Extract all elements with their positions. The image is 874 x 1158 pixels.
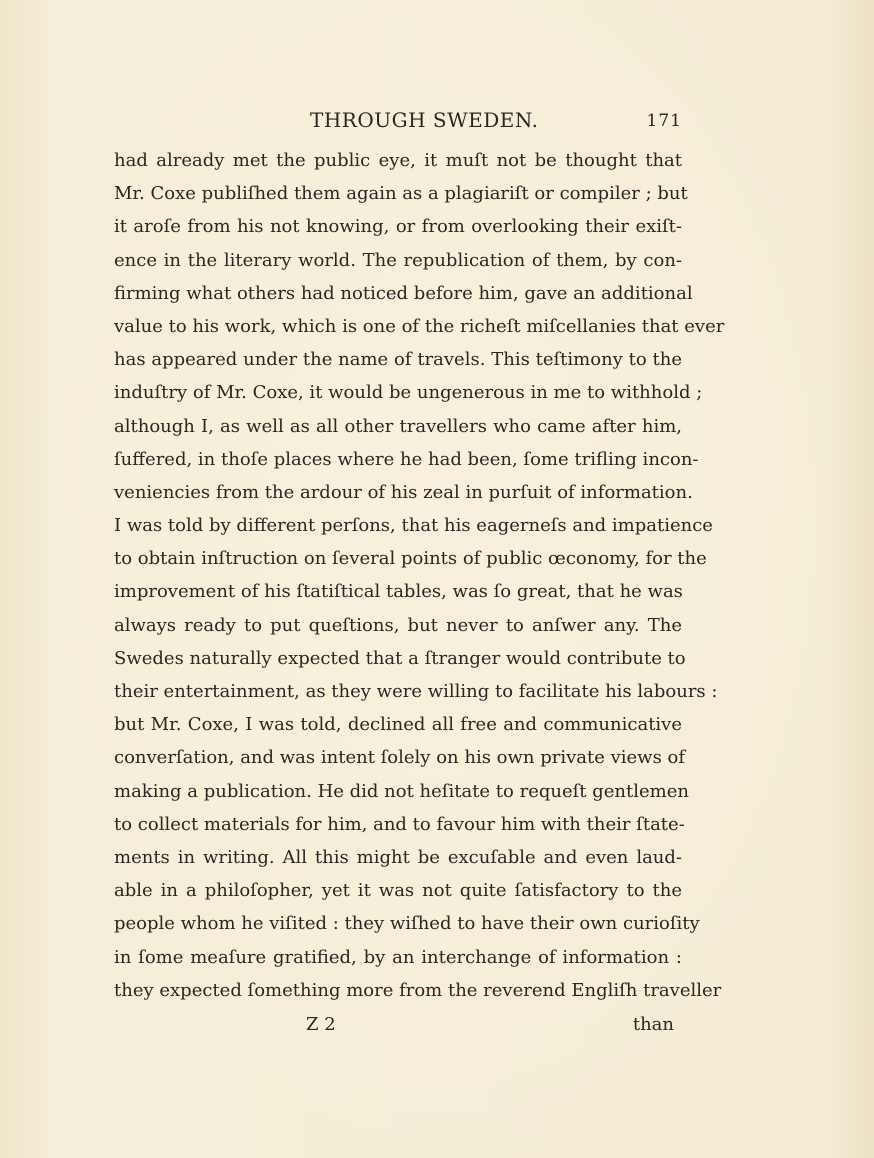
text-line: always ready to put queſtions, but never to anſwer any. The <box>114 614 682 636</box>
signature-mark: Z 2 <box>306 1014 336 1035</box>
text-line: veniencies from the ardour of his zeal in purſuit of information. <box>114 481 693 503</box>
text-line: people whom he viſited : they wiſhed to have their own curioſity <box>114 913 700 935</box>
text-line: converſation, and was intent ſolely on his own private views of <box>114 747 686 769</box>
page-number: 171 <box>646 111 682 131</box>
page-header <box>114 108 682 138</box>
catchword: than <box>632 1014 674 1035</box>
running-title: THROUGH SWEDEN. <box>310 108 539 132</box>
text-line: to obtain inſtruction on ſeveral points of public œconomy, for the <box>114 548 707 570</box>
text-line: has appeared under the name of travels. This teſtimony to the <box>114 349 682 371</box>
text-line: Mr. Coxe publiſhed them again as a plagiariſt or compiler ; but <box>114 183 688 205</box>
body-text <box>114 144 725 1007</box>
text-line: induſtry of Mr. Coxe, it would be ungenerous in me to withhold ; <box>114 382 703 404</box>
text-line: but Mr. Coxe, I was told, declined all free and communicative <box>114 714 682 736</box>
text-line: I was told by different perſons, that his eagerneſs and impatience <box>114 515 713 537</box>
text-line: ſuffered, in thoſe places where he had been, ſome trifling incon- <box>114 448 699 470</box>
text-line: able in a philoſopher, yet it was not quite ſatisfactory to the <box>114 880 682 902</box>
text-line: firming what others had noticed before him, gave an additional <box>114 282 693 304</box>
text-line: ence in the literary world. The republication of them, by con- <box>114 249 682 271</box>
text-line: to collect materials for him, and to favour him with their ſtate- <box>114 813 685 835</box>
text-line: ments in writing. All this might be excuſable and even laud- <box>114 846 682 868</box>
text-line: they expected ſomething more from the reverend Engliſh traveller <box>114 979 722 1001</box>
text-line: Swedes naturally expected that a ſtranger would contribute to <box>114 647 686 669</box>
text-line: improvement of his ſtatiſtical tables, was ſo great, that he was <box>114 581 683 603</box>
text-line: it aroſe from his not knowing, or from overlooking their exiſt- <box>114 216 682 238</box>
text-line: in ſome meaſure gratified, by an interchange of information : <box>114 946 682 968</box>
text-line: their entertainment, as they were willing to facilitate his labours : <box>114 681 718 702</box>
text-line: had already met the public eye, it muſt not be thought that <box>114 150 682 171</box>
text-line: making a publication. He did not heſitate to requeſt gentlemen <box>114 780 689 802</box>
text-line: although I, as well as all other travellers who came after him, <box>114 415 682 437</box>
page-footer <box>114 1008 682 1041</box>
text-line: value to his work, which is one of the richeſt miſcellanies that ever <box>114 315 725 337</box>
